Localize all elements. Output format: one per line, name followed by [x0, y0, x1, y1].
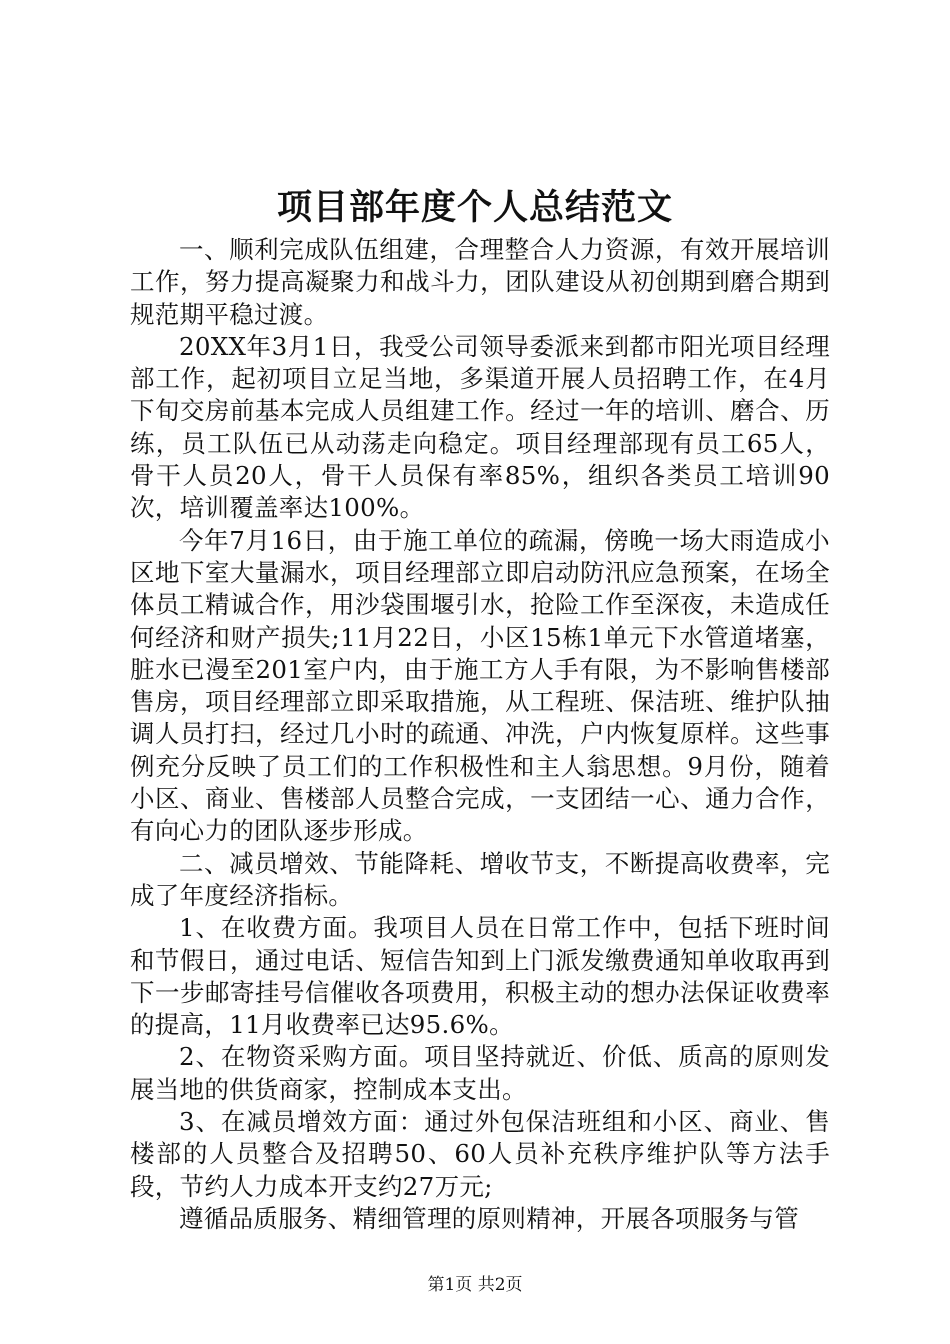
document-title: 项目部年度个人总结范文 — [276, 187, 673, 228]
paragraph: 今年7月16日，由于施工单位的疏漏，傍晚一场大雨造成小区地下室大量漏水，项目经理部立即启动防汛应急预案，在场全体员工精诚合作，用沙袋围堰引水，抢险工作至深夜，未造成任何经济和财产损失;11月22日，小区15栋1单元下水管道堵塞，脏水已漫至201室户内，由于施工方人手有限，为不影响售楼部售房，项目经理部立即采取措施，从工程班、保洁班、维护队抽调人员打扫，经过几小时的疏通、冲洗，户内恢复原样。这些事例充分反映了员工们的工作积极性和主人翁思想。9月份，随着小区、商业、售楼部人员整合完成，一支团结一心、通力合作，有向心力的团队逐步形成。 — [130, 525, 830, 846]
paragraph: 二、减员增效、节能降耗、增收节支，不断提高收费率，完成了年度经济指标。 — [130, 848, 830, 910]
paragraph: 2、在物资采购方面。项目坚持就近、价低、质高的原则发展当地的供货商家，控制成本支出。 — [130, 1042, 830, 1104]
paragraph: 20XX年3月1日，我受公司领导委派来到都市阳光项目经理部工作，起初项目立足当地，多渠道开展人员招聘工作，在4月下旬交房前基本完成人员组建工作。经过一年的培训、磨合、历练，员工队伍已从动荡走向稳定。项目经理部现有员工65人，骨干人员20人，骨干人员保有率85%，组织各类员工培训90次，培训覆盖率达100%。 — [130, 331, 831, 523]
document-body — [130, 234, 830, 1235]
paragraph: 3、在减员增效方面：通过外包保洁班组和小区、商业、售楼部的人员整合及招聘50、60人员补充秩序维护队等方法手段，节约人力成本开支约27万元; — [130, 1107, 830, 1201]
page-number-footer: 第1页 共2页 — [427, 1275, 523, 1295]
paragraph: 1、在收费方面。我项目人员在日常工作中，包括下班时间和节假日，通过电话、短信告知到上门派发缴费通知单收取再到下一步邮寄挂号信催收各项费用，积极主动的想办法保证收费率的提高，11月收费率已达95.6%。 — [130, 913, 830, 1040]
paragraph: 一、顺利完成队伍组建，合理整合人力资源，有效开展培训工作，努力提高凝聚力和战斗力，团队建设从初创期到磨合期到规范期平稳过渡。 — [130, 235, 830, 329]
paragraph: 遵循品质服务、精细管理的原则精神，开展各项服务与管 — [179, 1203, 799, 1233]
